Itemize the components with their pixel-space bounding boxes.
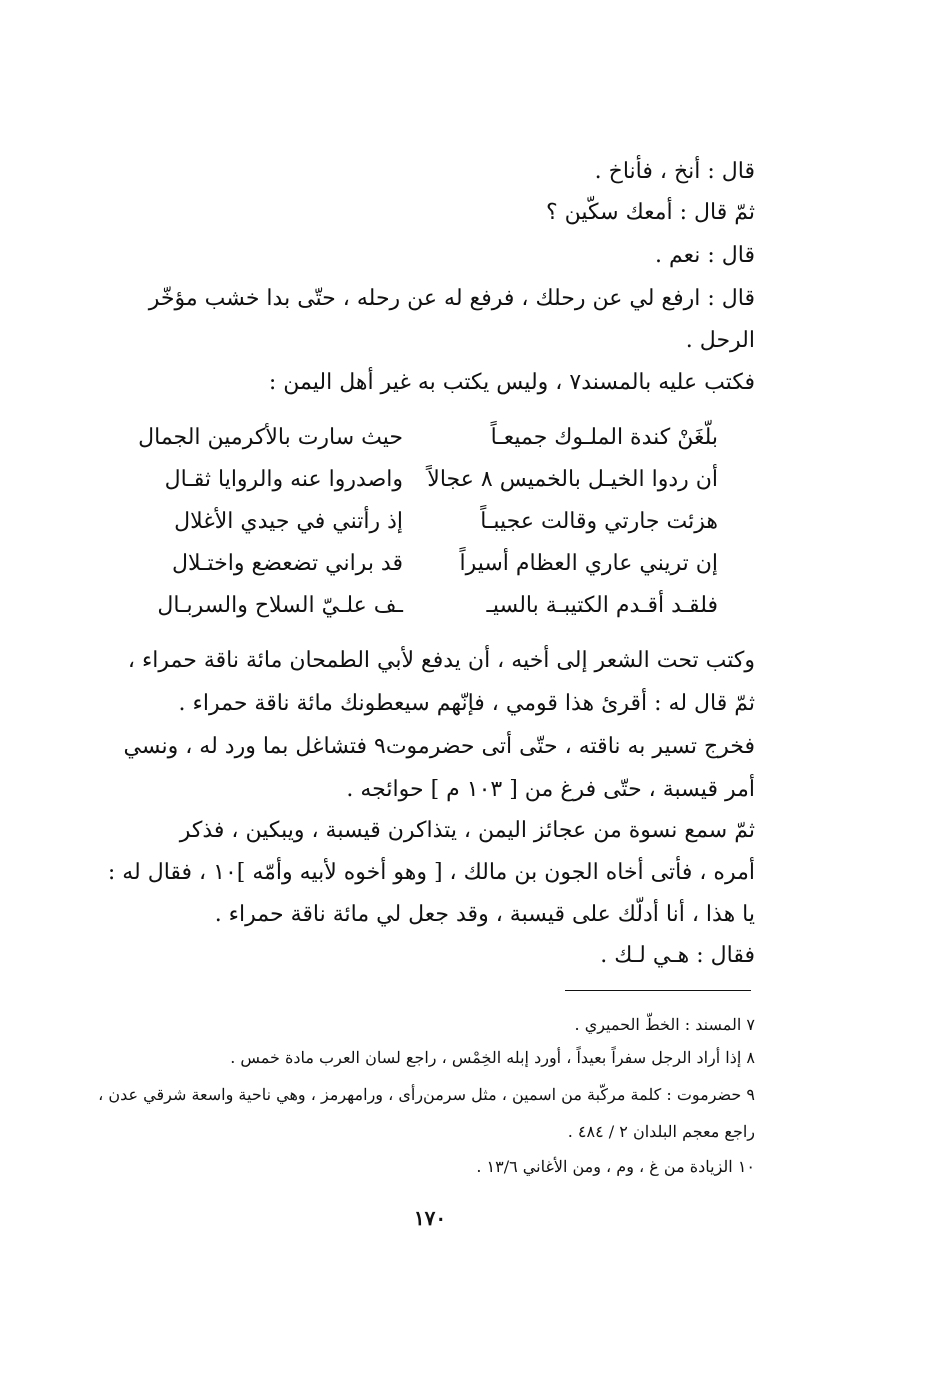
prose-line: فقال : هـي لـك . [600,943,755,968]
verse-second-hemistich: قد براني تضعضع واختـلال [171,551,403,576]
footnote: راجع معجم البلدان ٢ / ٤٨٤ . [567,1122,755,1141]
verse-first-hemistich: أن ردوا الخيـل بالخميس ٨ عجالاً [427,467,718,492]
verse-second-hemistich: إذ رأتني في جيدي الأغلال [174,509,403,534]
footnote: ٨ إذا أراد الرجل سفراً بعيداً ، أورد إبله الخِمْس ، راجع لسان العرب مادة خمس . [230,1048,755,1067]
verse-first-hemistich: هزئت جارتي وقالت عجيبـاً [480,509,718,534]
prose-line: يا هذا ، أنا أدلّك على قيسبة ، وقد جعل لي مائة ناقة حمراء . [214,902,755,927]
prose-line: ثمّ قال : أمعك سكّين ؟ [545,200,755,225]
verse-first-hemistich: بلّغَنْ كندة الملـوك جميعـاً [490,425,718,450]
prose-line: وكتب تحت الشعر إلى أخيه ، أن يدفع لأبي الطمحان مائة ناقة حمراء ، [127,648,755,673]
prose-line: قال : أنخ ، فأناخ . [594,159,755,184]
verse-second-hemistich: حيث سارت بالأكرمين الجمال [138,425,403,450]
prose-line: الرحل . [685,328,755,353]
verse-second-hemistich: واصدروا عنه والروايا ثقـال [164,467,403,492]
prose-line: ثمّ سمع نسوة من عجائز اليمن ، يتذاكرن قيسبة ، ويبكين ، فذكر [179,818,755,843]
verse-first-hemistich: إن تريني عاري العظام أسيراً [459,551,718,576]
verse-second-hemistich: ـف علـيّ السلاح والسربـال [157,593,403,618]
footnote: ٩ حضرموت : كلمة مركّبة من اسمين ، مثل سرمن‌رأى ، ورامهرمز ، وهي ناحية واسعة شرقي عدن ، [98,1085,755,1104]
prose-line: أمره ، فأتى أخاه الجون بن مالك ، [ وهو أخوه لأبيه وأمّه ]١٠ ، فقال له : [107,860,755,885]
prose-line: فكتب عليه بالمسند٧ ، وليس يكتب به غير أهل اليمن : [268,370,755,395]
footnote: ٧ المسند : الخطّ الحميري . [574,1015,755,1034]
verse-first-hemistich: فلقـد أقـدم الكتيبـة بالسيـ [486,593,718,618]
prose-line: أمر قيسبة ، حتّى فرغ من [ ١٠٣ م ] حوائجه . [346,777,755,802]
prose-line: قال : ارفع لي عن رحلك ، فرفع له عن رحله ، حتّى بدا خشب مؤخّر [148,286,755,311]
prose-line: ثمّ قال له : أقرئ هذا قومي ، فإنّهم سيعطونك مائة ناقة حمراء . [178,691,755,716]
footnote: ١٠ الزيادة من غ ، وم ، ومن الأغاني ١٣/٦ . [476,1157,755,1176]
prose-line: قال : نعم . [655,243,755,268]
prose-line: فخرج تسير به ناقته ، حتّى أتى حضرموت٩ فتشاغل بما ورد له ، ونسي [123,734,755,759]
page-number: ١٧٠ [413,1206,447,1230]
footnote-separator [565,990,751,991]
